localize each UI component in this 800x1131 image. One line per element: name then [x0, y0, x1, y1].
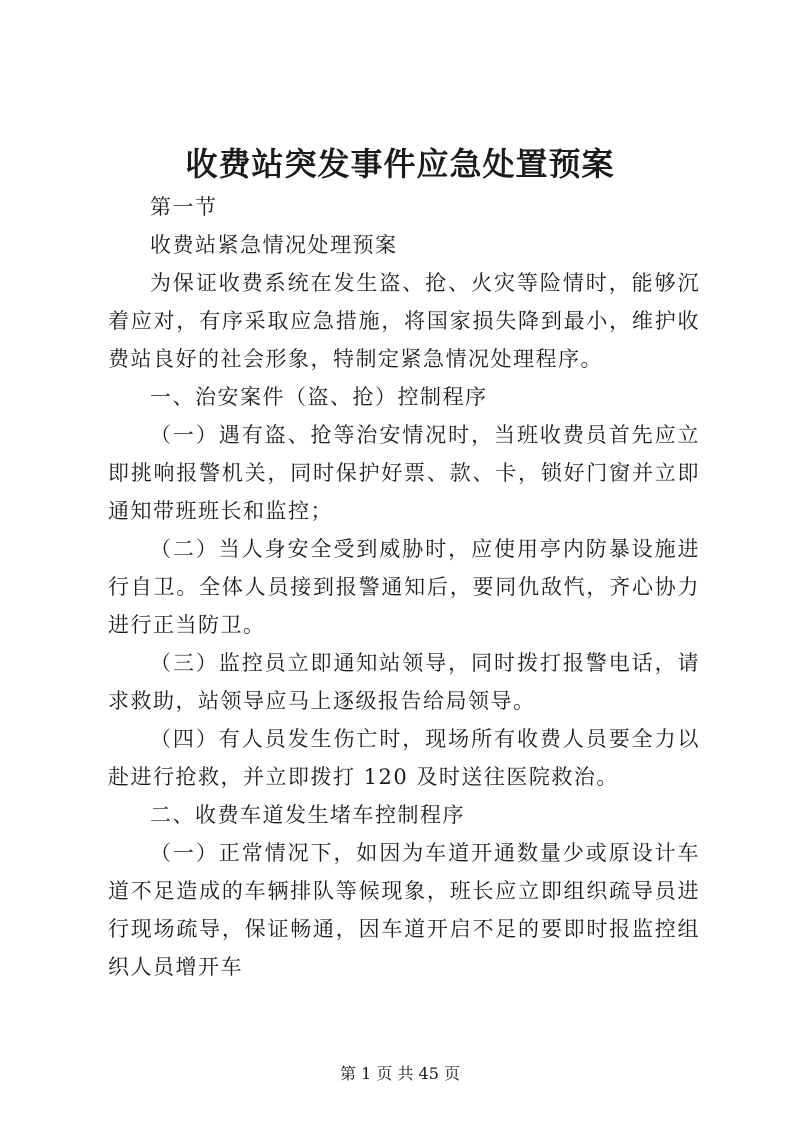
document-title: 收费站突发事件应急处置预案: [185, 145, 615, 183]
document-body: [108, 188, 700, 986]
paragraph-traffic-1: （一）正常情况下，如因为车道开通数量少或原设计车道不足造成的车辆排队等候现象，班长应立即组织疏导员进行现场疏导，保证畅通，因车道开启不足的要即时报监控组织人员增开车: [108, 841, 700, 979]
intro-paragraph: 为保证收费系统在发生盗、抢、火灾等险情时，能够沉着应对，有序采取应急措施，将国家损失降到最小，维护收费站良好的社会形象，特制定紧急情况处理程序。: [108, 271, 700, 371]
paragraph-security-3: （三）监控员立即通知站领导，同时拨打报警电话，请求救助，站领导应马上逐级报告给局领导。: [108, 651, 700, 713]
page-number-footer: 第 1 页 共 45 页: [340, 1064, 460, 1083]
paragraph-security-4: （四）有人员发生伤亡时，现场所有收费人员要全力以赴进行抢救，并立即拨打 120 及时送往医院救治。: [108, 727, 700, 789]
plan-heading: 收费站紧急情况处理预案: [150, 233, 398, 257]
paragraph-security-2: （二）当人身安全受到威胁时，应使用亭内防暴设施进行自卫。全体人员接到报警通知后，要同仇敌忾，齐心协力进行正当防卫。: [108, 537, 700, 637]
section-heading: 第一节: [150, 195, 218, 219]
subsection-heading-security: 一、治安案件（盗、抢）控制程序: [150, 385, 488, 409]
subsection-heading-traffic: 二、收费车道发生堵车控制程序: [150, 803, 465, 827]
paragraph-security-1: （一）遇有盗、抢等治安情况时，当班收费员首先应立即挑响报警机关，同时保护好票、款、卡，锁好门窗并立即通知带班班长和监控；: [108, 423, 700, 523]
